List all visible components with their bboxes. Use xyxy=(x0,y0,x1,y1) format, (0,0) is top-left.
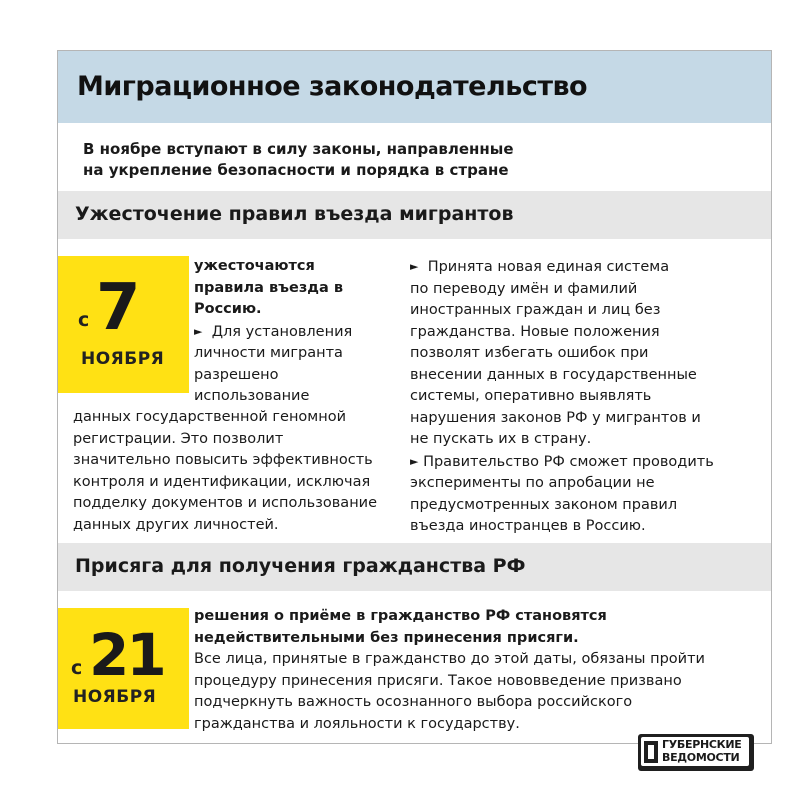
date-badge xyxy=(58,608,189,729)
date-prefix: с xyxy=(71,657,83,679)
body-line: внесении данных в государственные xyxy=(410,366,697,383)
lead-line: Россию. xyxy=(194,301,262,317)
section1-left-bottom xyxy=(73,407,403,536)
date-day: 7 xyxy=(96,271,138,345)
body-line: значительно повысить эффективность xyxy=(73,452,373,468)
section1-right xyxy=(410,256,765,538)
body-line: гражданства. Новые положения xyxy=(410,323,660,340)
body-line: Все лица, принятые в гражданство до этой даты, обязаны пройти xyxy=(194,651,705,667)
body-line: данных государственной геномной xyxy=(73,409,347,425)
lead-line: решения о приёме в гражданство РФ становятся xyxy=(194,608,607,624)
header-banner xyxy=(58,51,771,123)
section-heading-band xyxy=(58,191,771,239)
body-line: иностранных граждан и лиц без xyxy=(410,302,661,318)
body-line: использование xyxy=(194,388,310,404)
body-line: ► Для установления xyxy=(194,323,353,340)
bullet-icon: ► xyxy=(410,454,419,468)
bullet-icon: ► xyxy=(410,260,419,273)
body-line: подделку документов и использование xyxy=(73,495,378,511)
intro-line: В ноябре вступают в силу законы, направленные xyxy=(83,140,514,158)
page-title: Миграционное законодательство xyxy=(77,71,588,102)
body-line: гражданства и лояльности к государству. xyxy=(194,715,520,732)
section-heading: Присяга для получения гражданства РФ xyxy=(75,555,526,577)
intro-text xyxy=(83,139,514,181)
section-heading: Ужесточение правил въезда мигрантов xyxy=(75,203,514,225)
body-line: въезда иностранцев в Россию. xyxy=(410,518,646,534)
bullet-icon: ► xyxy=(194,324,203,338)
section2-text xyxy=(194,606,764,735)
intro-line: на укрепление безопасности и порядка в стране xyxy=(83,161,509,179)
body-line: позволят избегать ошибок при xyxy=(410,345,649,361)
lead-line: ужесточаются xyxy=(194,258,315,274)
section-heading-band xyxy=(58,543,771,591)
body-line: по переводу имён и фамилий xyxy=(410,280,638,297)
body-line: разрешено xyxy=(194,366,279,383)
publisher-logo xyxy=(638,734,754,771)
logo-mark-icon xyxy=(644,741,658,763)
logo-line: ВЕДОМОСТИ xyxy=(662,750,740,764)
body-line: не пускать их в страну. xyxy=(410,431,592,447)
infographic-card xyxy=(57,50,772,744)
body-line: контроля и идентификации, исключая xyxy=(73,473,371,490)
body-line: процедуру принесения присяги. Такое нововведение призвано xyxy=(194,672,682,689)
date-month: НОЯБРЯ xyxy=(73,687,157,707)
body-line: ► Принята новая единая система xyxy=(410,259,670,275)
date-day: 21 xyxy=(89,621,164,689)
body-line: эксперименты по апробации не xyxy=(410,475,655,491)
body-line: подчеркнуть важность осознанного выбора российского xyxy=(194,694,633,710)
date-prefix: с xyxy=(78,309,90,331)
logo-line: ГУБЕРНСКИЕ xyxy=(662,738,742,751)
body-line: системы, оперативно выявлять xyxy=(410,388,652,404)
body-line: ► Правительство РФ сможет проводить xyxy=(410,453,714,470)
lead-line: недействительными без принесения присяги. xyxy=(194,629,579,646)
body-line: данных других личностей. xyxy=(73,516,279,533)
date-month: НОЯБРЯ xyxy=(81,349,165,369)
section1-left-top xyxy=(194,256,394,408)
body-line: регистрации. Это позволит xyxy=(73,430,284,447)
body-line: личности мигранта xyxy=(194,345,343,361)
date-badge xyxy=(58,256,189,393)
lead-line: правила въезда в xyxy=(194,279,344,296)
body-line: предусмотренных законом правил xyxy=(410,496,678,513)
body-line: нарушения законов РФ у мигрантов и xyxy=(410,409,701,426)
